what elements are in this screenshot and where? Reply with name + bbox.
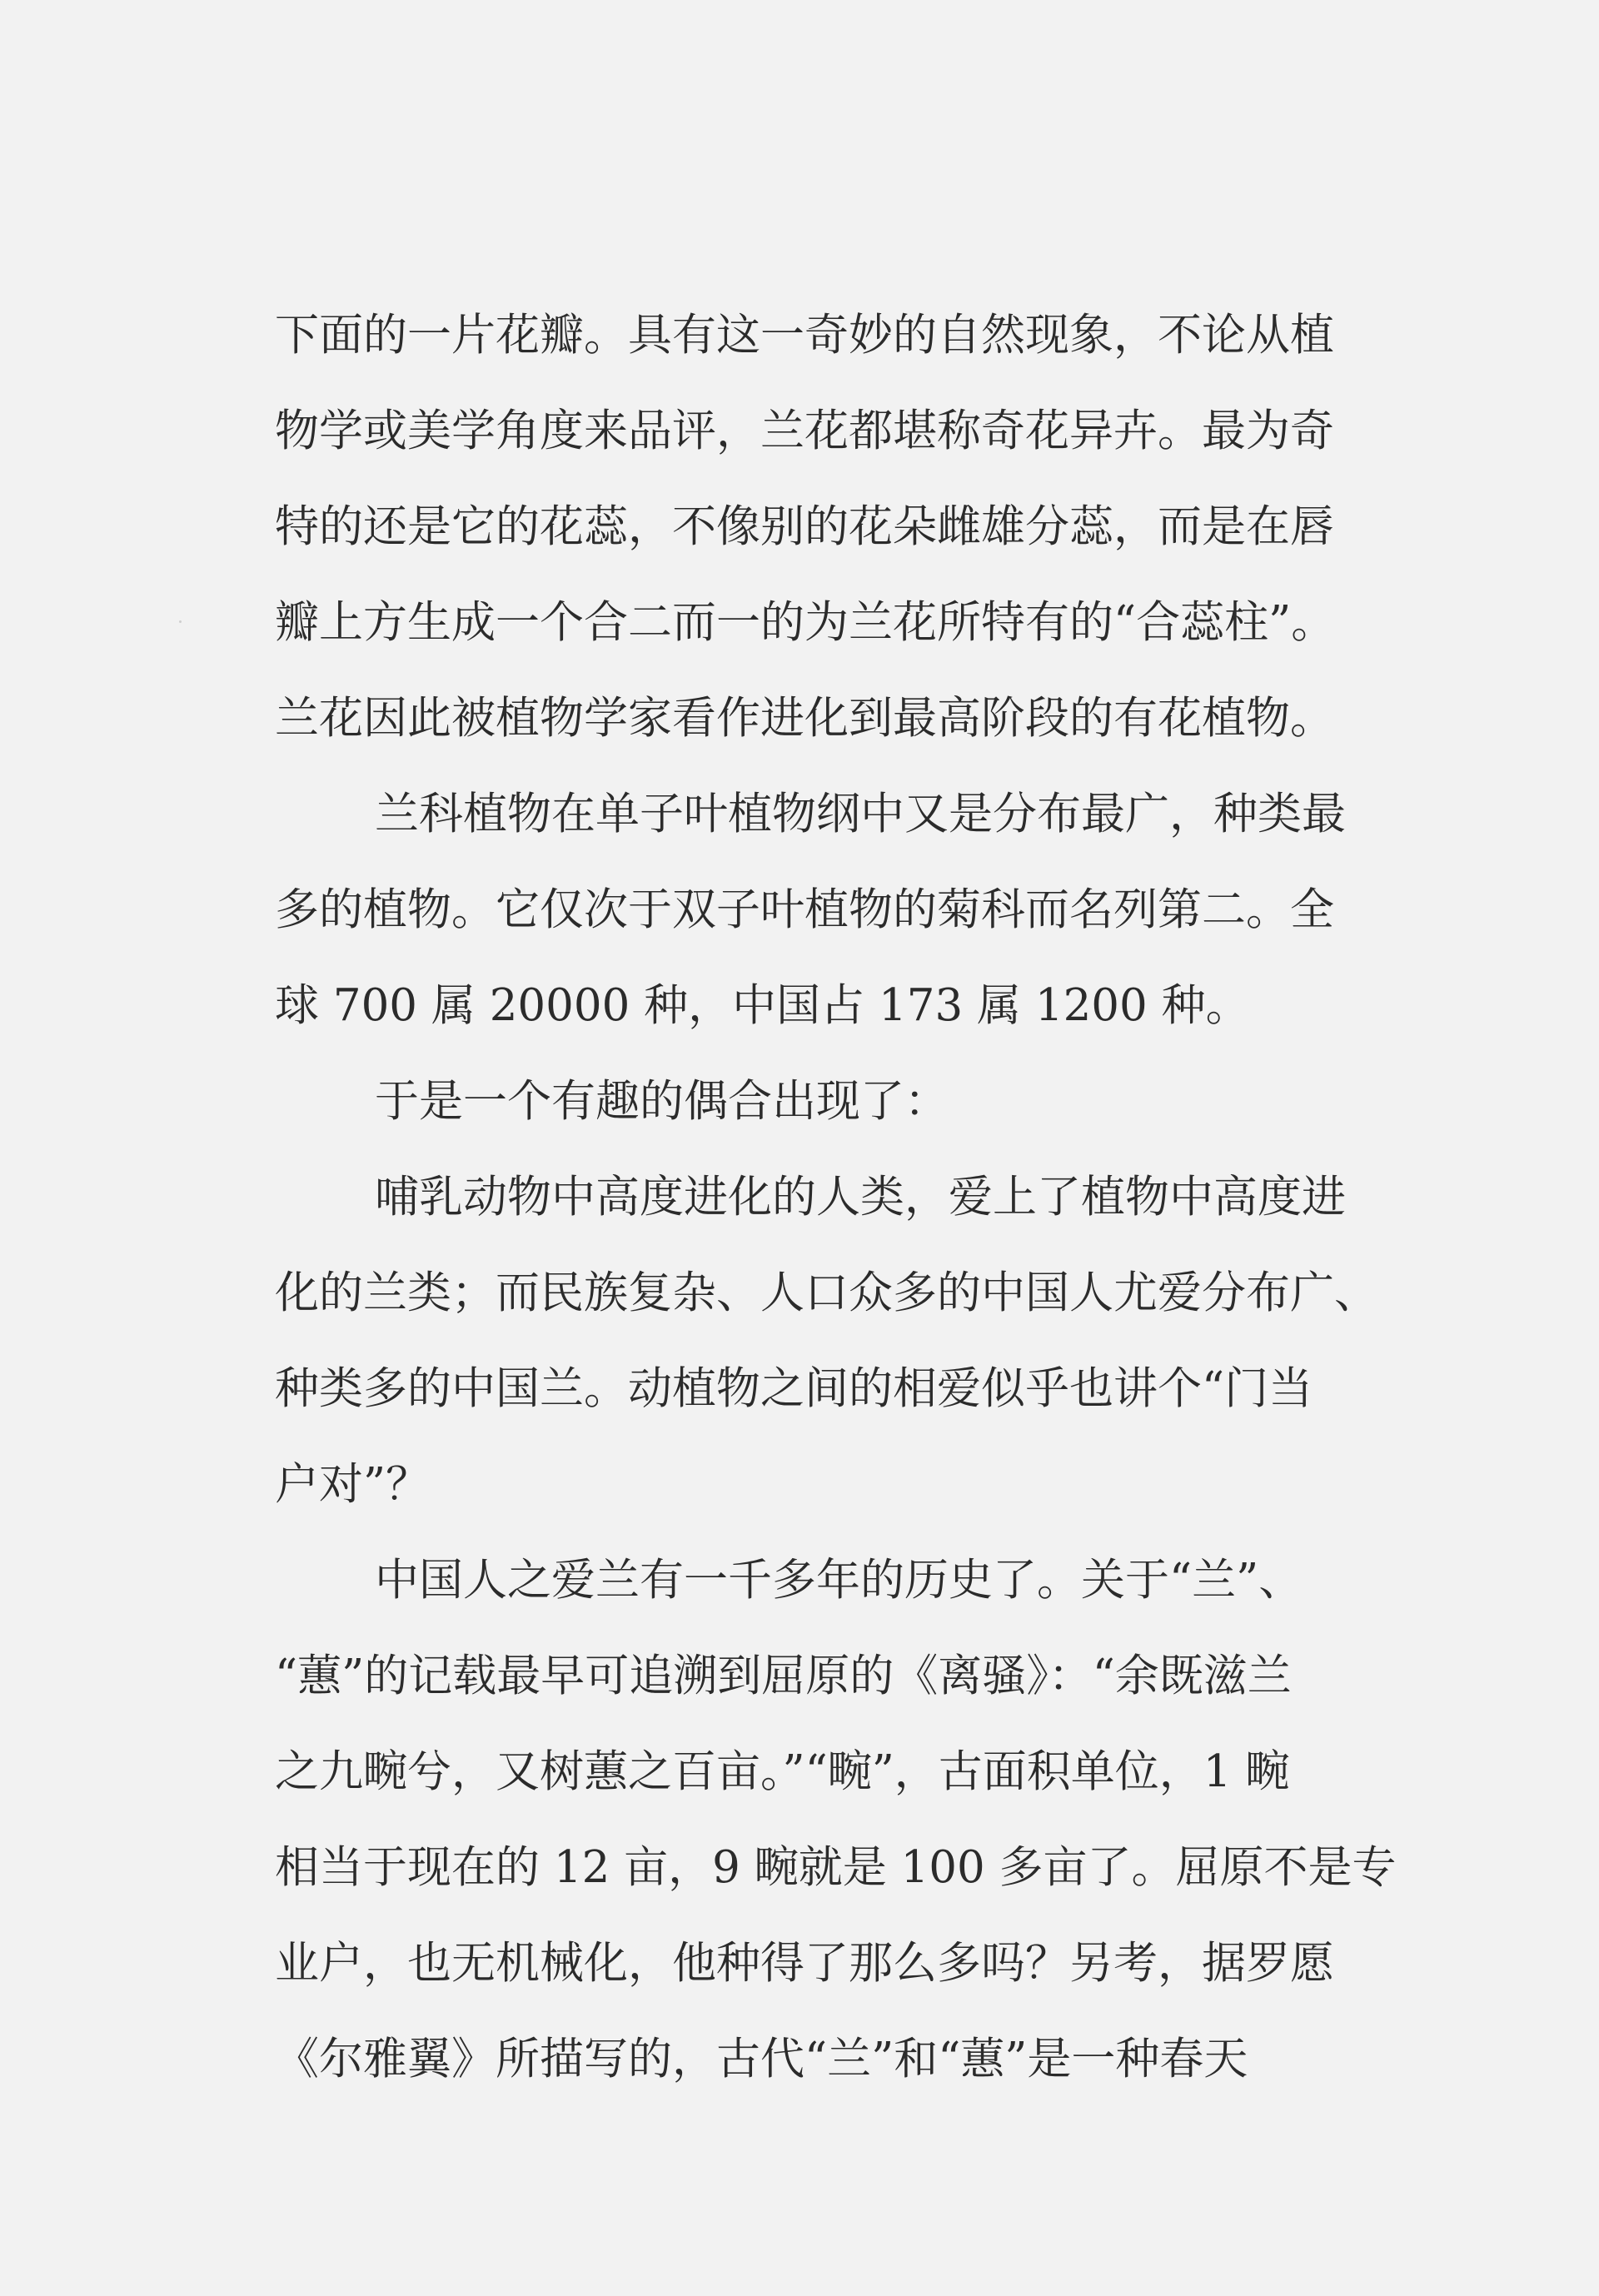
- text-line-indented: 于是一个有趣的偶合出现了：: [375, 1076, 949, 1127]
- text-line: 多的植物。它仅次于双子叶植物的菊科而名列第二。全: [275, 884, 1334, 935]
- body-text: [275, 287, 1424, 2107]
- text-line: 特的还是它的花蕊，不像别的花朵雌雄分蕊，而是在唇: [275, 501, 1334, 552]
- scan-speck: [179, 620, 182, 623]
- text-line-indented: 中国人之爱兰有一千多年的历史了。关于“兰”、: [375, 1555, 1303, 1606]
- text-line: 物学或美学角度来品评，兰花都堪称奇花异卉。最为奇: [275, 406, 1334, 456]
- text-line: 之九畹兮，又树蕙之百亩。”“畹”，古面积单位，1 畹: [275, 1746, 1290, 1797]
- text-line: 兰花因此被植物学家看作进化到最高阶段的有花植物。: [275, 693, 1334, 744]
- text-line: 瓣上方生成一个合二而一的为兰花所特有的“合蕊柱”。: [275, 597, 1336, 648]
- text-line: 《尔雅翼》所描写的，古代“兰”和“蕙”是一种春天: [275, 2034, 1248, 2084]
- text-line: 户对”？: [275, 1459, 431, 1510]
- text-line-indented: 兰科植物在单子叶植物纲中又是分布最广，种类最: [375, 789, 1346, 839]
- text-line: 球 700 属 20000 种，中国占 173 属 1200 种。: [275, 980, 1250, 1031]
- text-line: “蕙”的记载最早可追溯到屈原的《离骚》：“余既滋兰: [275, 1651, 1292, 1701]
- text-line: 种类多的中国兰。动植物之间的相爱似乎也讲个“门当: [275, 1363, 1313, 1414]
- text-line: 下面的一片花瓣。具有这一奇妙的自然现象，不论从植: [275, 310, 1334, 361]
- text-line: 化的兰类；而民族复杂、人口众多的中国人尤爱分布广、: [275, 1268, 1378, 1318]
- text-line: 业户，也无机械化，他种得了那么多吗？另考，据罗愿: [275, 1938, 1334, 1989]
- text-line: 相当于现在的 12 亩，9 畹就是 100 多亩了。屈原不是专: [275, 1842, 1397, 1893]
- text-line-indented: 哺乳动物中高度进化的人类，爱上了植物中高度进: [375, 1172, 1346, 1223]
